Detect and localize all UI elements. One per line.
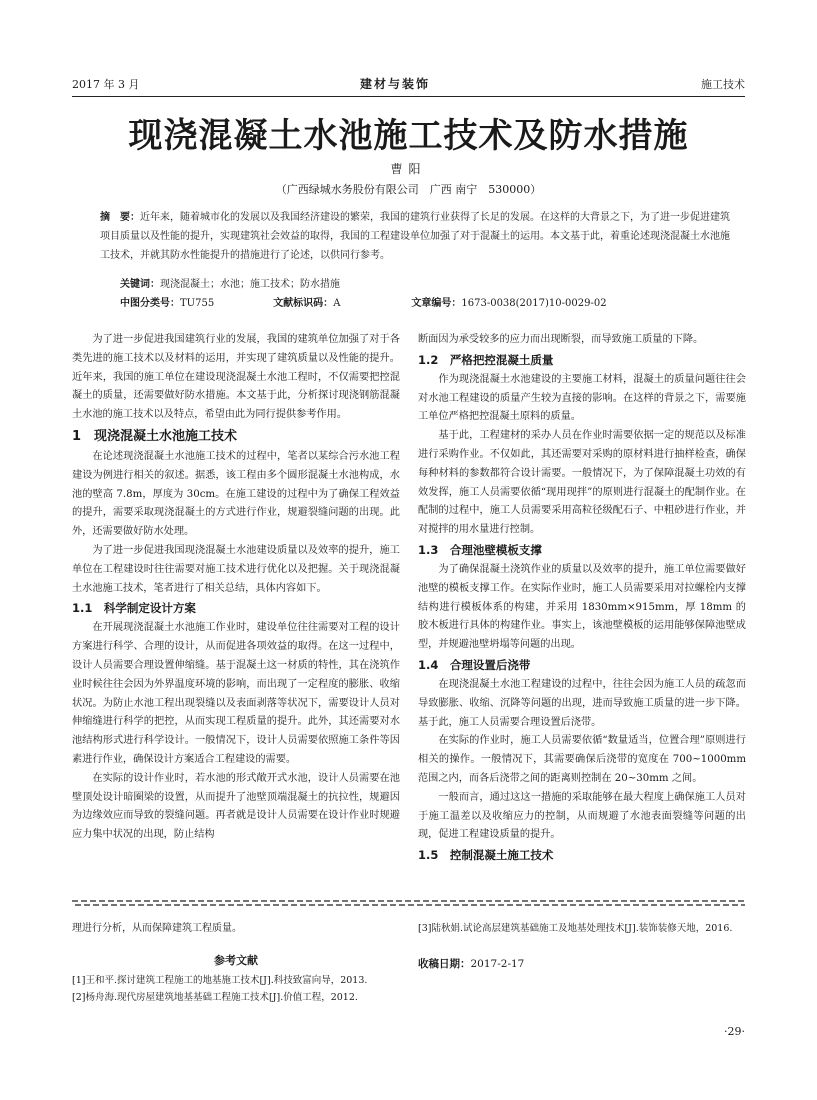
- section-1-paragraph-1: 在论述现浇混凝土水池施工技术的过程中，笔者以某综合污水池工程建设为例进行相关的叙述。据悉，该工程由多个圆形混凝土水池构成，水池的壁高 7.8m，厚度为 30cm。在施工建设的过程中为了确保工程效益的提升，需要采取现浇混凝土的方式进行作业，规避裂缝问题的出现。此外，还需要做好防水处理。: [72, 450, 400, 538]
- keywords: [120, 275, 340, 290]
- article-title: 现浇混凝土水池施工技术及防水措施: [128, 116, 689, 156]
- section-1-4-paragraph-2: 在实际的作业时，施工人员需要依循“数量适当，位置合理”原则进行相关的操作。一般情况下，其需要确保后浇带的宽度在 700~1000mm 范围之内，而各后浇带之间的距离则控制在 20~30mm 之间。: [418, 735, 746, 784]
- page-break-divider: [72, 899, 745, 907]
- bottom-left-block: [72, 920, 400, 1006]
- header-section: 施工技术: [701, 78, 745, 91]
- affiliation: （广西绿城水务股份有限公司 广西 南宁 530000）: [275, 183, 542, 196]
- section-1-1-paragraph-2: 在实际的设计作业时，若水池的形式敞开式水池，设计人员需要在池壁顶处设计暗圈梁的设置，从而提升了池壁顶端混凝土的抗拉性，规避因为边缘效应而导致的裂缝问题。再者就是设计人员需要在设计作业时规避应力集中状况的出现，防止结构: [72, 772, 400, 841]
- reference-2: [2]杨舟海.现代房屋建筑地基基础工程施工技术[J].价值工程，2012.: [72, 992, 358, 1003]
- section-1-2-heading: 1.2 严格把控混凝土质量: [418, 352, 554, 367]
- section-1-1-paragraph-1: 在开展现浇混凝土水池施工作业时，建设单位往往需要对工程的设计方案进行科学、合理的设计，从而促进各项效益的取得。在这一过程中，设计人员需要合理设置伸缩缝。基于混凝土这一材质的特性，其在浇筑作业时候往往会因为外界温度环境的影响，而出现了一定程度的膨胀、收缩状况。为防止水池工程出现裂缝以及表面剥落等状况下，需要设计人员对伸缩缝进行科学的把控，从而实现工程质量的提升。此外，其还需要对水池结构形式进行科学设计。一般情况下，设计人员需要依照施工条件等因素进行作业，确保设计方案适合工程建设的需要。: [72, 622, 400, 765]
- references-heading: 参考文献: [214, 954, 258, 967]
- section-1-1-heading: 1.1 科学制定设计方案: [72, 601, 196, 616]
- reference-3: [3]陆秋娟.试论高层建筑基础施工及地基处理技术[J].装饰装修天地，2016.: [418, 923, 733, 934]
- section-1-2-paragraph-1: 作为现浇混凝土水池建设的主要施工材料，混凝土的质量问题往往会对水池工程建设的质量产生较为直接的影响。在这样的背景之下，需要施工单位严格把控混凝土原料的质量。: [418, 373, 746, 423]
- received-date-value: 2017-2-17: [470, 958, 525, 970]
- journal-name: 建材与装饰: [360, 77, 431, 91]
- keywords-text: 现浇混凝土；水池；施工技术；防水措施: [160, 279, 340, 290]
- section-1-5-heading: 1.5 控制混凝土施工技术: [418, 848, 554, 863]
- continued-text-end: 理进行分析，从而保障建筑工程质量。: [72, 923, 242, 934]
- section-1-paragraph-2: 为了进一步促进我国现浇混凝土水池建设质量以及效率的提升，施工单位在工程建设时往往需要对施工技术进行优化以及把握。关于现浇混凝土水池施工技术，笔者进行了相关总结，具体内容如下。: [72, 544, 400, 594]
- article-no-label: 文章编号：: [411, 298, 462, 309]
- section-1-4-paragraph-1: 在现浇混凝土水池工程建设的过程中，往往会因为施工人员的疏忽而导致膨胀、收缩、沉降等问题的出现，进而导致施工质量的进一步下降。基于此，施工人员需要合理设置后浇带。: [418, 678, 746, 728]
- abstract: [100, 208, 730, 265]
- section-1-2-paragraph-2: 基于此，工程建材的采办人员在作业时需要依据一定的规范以及标准进行采购作业。不仅如此，其还需要对采购的原材料进行抽样检查，确保每种材料的参数都符合设计需要。一般情况下，为了保障混凝土功效的有效发挥，施工人员需要依循“现用现拌”的原则进行混凝土的配制作业。在配制的过程中，施工人员需要采用高粒径级配石子、中粗砂进行作业，并对搅拌的用水量进行控制。: [418, 430, 746, 536]
- reference-1: [1]王和平.探讨建筑工程施工的地基施工技术[J].科技致富向导，2013.: [72, 975, 368, 986]
- clc-value: TU755: [180, 298, 215, 309]
- doc-code-value: A: [333, 298, 341, 309]
- section-1-3-paragraph-1: 为了确保混凝土浇筑作业的质量以及效率的提升，施工单位需要做好池壁的模板支撑工作。在实际作业时，施工人员需要采用对拉螺栓内支撑结构进行模板体系的构建，并采用 1830mm×915mm，厚 18mm 的胶木板进行具体的构建作业。事实上，该池壁模板的运用能够保障池壁成型，并规避池壁坍塌等问题的出现。: [418, 563, 746, 651]
- classification-row: [120, 294, 720, 309]
- intro-paragraph: 为了进一步促进我国建筑行业的发展，我国的建筑单位加强了对于各类先进的施工技术以及材料的运用，并实现了建筑质量以及性能的提升。近年来，我国的施工单位在建设现浇混凝土水池工程时，不仅需要把控混凝土的质量，还需要做好防水措施。本文基于此，分析探讨现浇钢筋混凝土水池的施工技术以及特点，希望由此为同行提供参考作用。: [72, 334, 400, 421]
- header-date: 2017 年 3 月: [72, 78, 140, 91]
- author: 曹阳: [390, 162, 427, 176]
- keywords-label: 关键词：: [120, 279, 160, 290]
- left-column: [72, 331, 400, 845]
- section-1-3-heading: 1.3 合理池壁模板支撑: [418, 542, 542, 557]
- page-number: ·29·: [724, 1025, 745, 1038]
- clc-label: 中图分类号：: [120, 298, 180, 309]
- abstract-text: 近年来，随着城市化的发展以及我国经济建设的繁荣，我国的建筑行业获得了长足的发展。在这样的大背景之下，为了进一步促进建筑项目质量以及性能的提升，实现建筑社会效益的取得，我国的工程建设单位加强了对于混凝土的运用。本文基于此，着重论述现浇混凝土水池施工技术，并就其防水性能提升的措施进行了论述，以供同行参考。: [100, 212, 730, 261]
- article-no-value: 1673-0038(2017)10-0029-02: [461, 298, 607, 309]
- section-1-4-heading: 1.4 合理设置后浇带: [418, 657, 531, 672]
- bottom-right-block: [418, 920, 746, 973]
- continued-text: 断面因为承受较多的应力而出现断裂，而导致施工质量的下降。: [418, 334, 704, 345]
- header-rule: [72, 96, 745, 97]
- right-column: [418, 331, 746, 866]
- doc-code-label: 文献标识码：: [273, 298, 334, 309]
- received-date-label: 收稿日期：: [418, 958, 471, 970]
- section-1-heading: 1 现浇混凝土水池施工技术: [72, 428, 238, 444]
- received-date: [418, 955, 746, 973]
- section-1-4-paragraph-3: 一般而言，通过这这一措施的采取能够在最大程度上确保施工人员对于施工温差以及收缩应力的控制，从而规避了水池表面裂缝等问题的出现，促进工程建设质量的提升。: [418, 791, 746, 841]
- abstract-label: 摘 要：: [100, 212, 140, 223]
